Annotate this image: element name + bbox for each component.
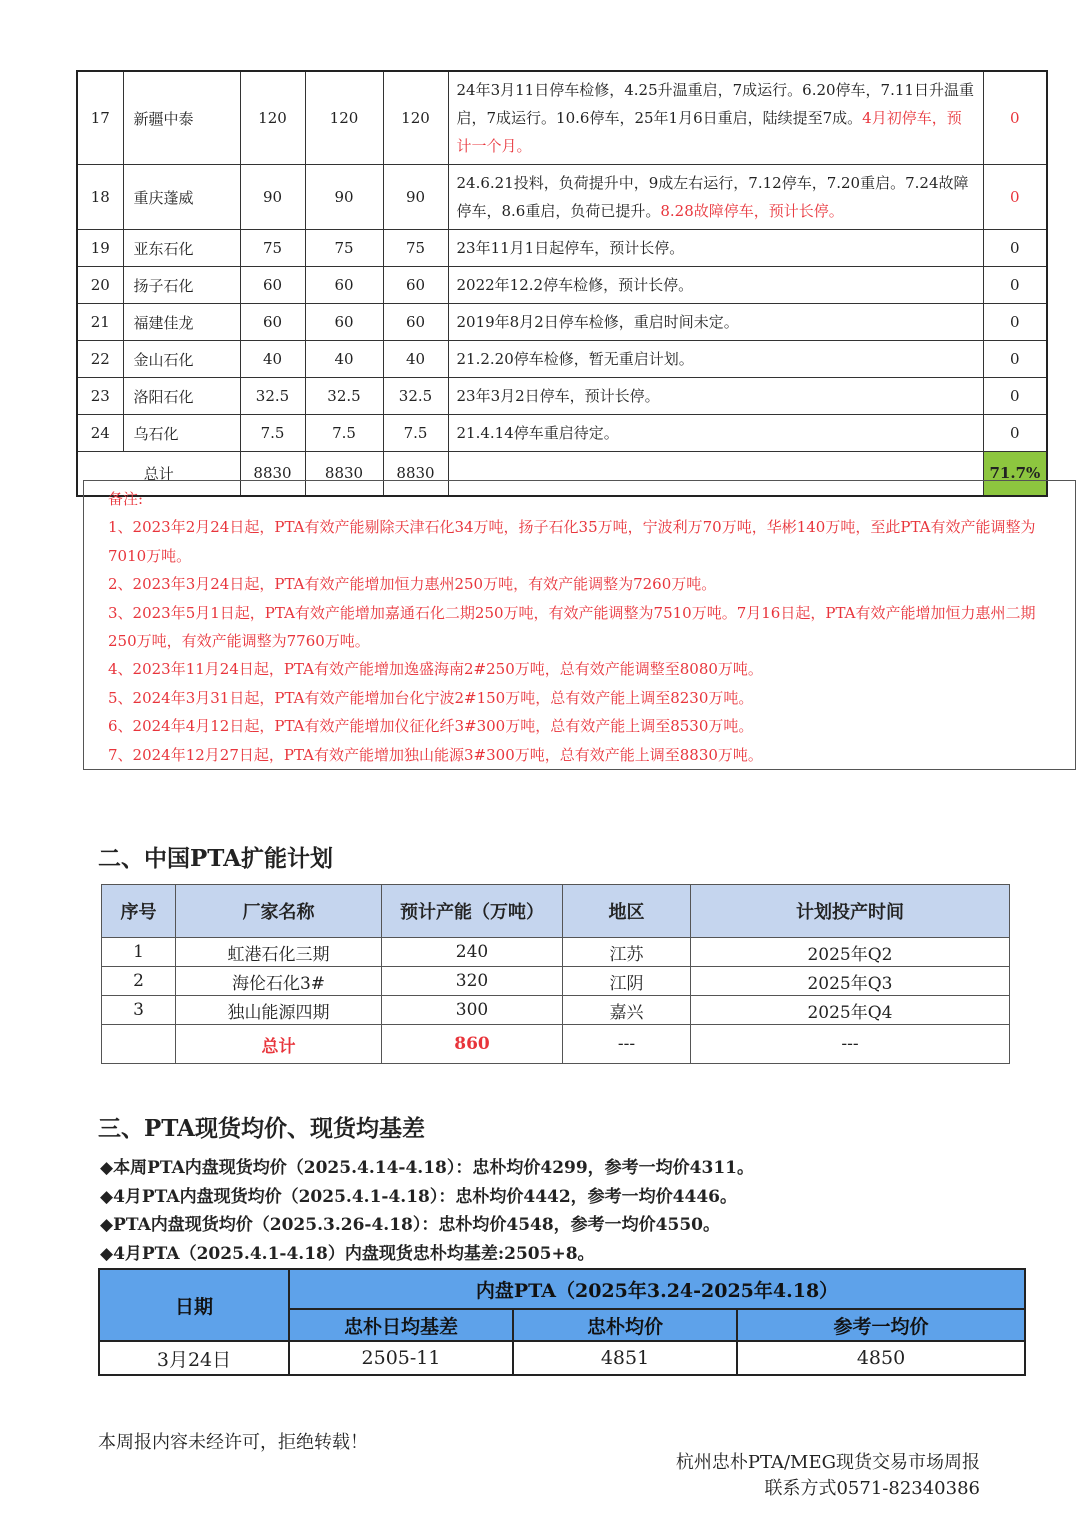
plant-name: 新疆中泰 <box>123 71 240 165</box>
plant-name: 乌石化 <box>123 415 240 452</box>
price-bullet: ◆PTA内盘现货均价（2025.3.26-4.18）：忠朴均价4548，参考一均价4550。 <box>100 1215 720 1235</box>
section3-title: 三、PTA现货均价、现货均基差 <box>98 1115 425 1142</box>
row-region: 嘉兴 <box>563 996 691 1025</box>
expansion-total-no <box>102 1025 176 1064</box>
publisher-name: 杭州忠朴PTA/MEG现货交易市场周报 <box>675 1452 980 1473</box>
row-number: 20 <box>77 267 123 304</box>
price-bullet: ◆4月PTA内盘现货均价（2025.4.1-4.18）：忠朴均价4442，参考一均价4446。 <box>100 1186 737 1207</box>
subheader-basis: 忠朴日均基差 <box>289 1309 513 1341</box>
row-plant: 海伦石化3# <box>176 967 382 996</box>
capacity-2: 40 <box>305 341 383 378</box>
plant-name: 扬子石化 <box>123 267 240 304</box>
subheader-zhongpu-price: 忠朴均价 <box>513 1309 737 1341</box>
capacity-2: 75 <box>305 230 383 267</box>
status-note-text: 2022年12.2停车检修，预计长停。 <box>456 276 694 294</box>
row-plant: 独山能源四期 <box>176 996 382 1025</box>
utilization-rate: 0 <box>983 304 1047 341</box>
basis-price-table <box>98 1268 1026 1376</box>
col-header-region: 地区 <box>563 885 691 938</box>
utilization-rate: 0 <box>983 341 1047 378</box>
row-capacity: 240 <box>382 938 563 967</box>
status-note <box>448 341 983 378</box>
row-time: 2025年Q4 <box>691 996 1010 1025</box>
capacity-2: 60 <box>305 267 383 304</box>
capacity-3: 75 <box>383 230 448 267</box>
status-note-text: 24年3月11日停车检修，4.25升温重启，7成运行。6.20停车，7.11日升温重启，7成运行。10.6停车，25年1月6日重启，陆续提至7成。 <box>456 81 974 127</box>
row-zhongpu-price: 4851 <box>513 1341 737 1375</box>
subheader-ref-price: 参考一均价 <box>737 1309 1025 1341</box>
capacity-1: 32.5 <box>240 378 305 415</box>
capacity-1: 60 <box>240 304 305 341</box>
status-note-text: 23年3月2日停车，预计长停。 <box>456 387 660 405</box>
status-note-text: 21.4.14停车重启待定。 <box>456 424 619 442</box>
capacity-2: 7.5 <box>305 415 383 452</box>
plant-name: 洛阳石化 <box>123 378 240 415</box>
basis-data-row <box>99 1341 1025 1375</box>
col-header-time: 计划投产时间 <box>691 885 1010 938</box>
row-number: 23 <box>77 378 123 415</box>
capacity-row <box>77 415 1047 452</box>
status-note <box>448 378 983 415</box>
capacity-1: 40 <box>240 341 305 378</box>
row-basis: 2505-11 <box>289 1341 513 1375</box>
status-note <box>448 267 983 304</box>
expansion-total-time: --- <box>691 1025 1010 1064</box>
status-note-text: 21.2.20停车检修，暂无重启计划。 <box>456 350 694 368</box>
total-c2: 8830 <box>305 452 383 496</box>
price-summary-list <box>100 1154 754 1268</box>
capacity-status-table <box>76 70 1048 497</box>
plant-name: 福建佳龙 <box>123 304 240 341</box>
status-note <box>448 304 983 341</box>
utilization-rate: 0 <box>983 378 1047 415</box>
row-number: 19 <box>77 230 123 267</box>
row-ref-price: 4850 <box>737 1341 1025 1375</box>
expansion-total-capacity: 860 <box>382 1025 563 1064</box>
status-note-highlight: 8.28故障停车，预计长停。 <box>660 202 844 220</box>
capacity-2: 90 <box>305 165 383 230</box>
capacity-row <box>77 267 1047 304</box>
publisher-footer <box>676 1450 980 1502</box>
total-label: 总计 <box>77 452 240 496</box>
capacity-3: 120 <box>383 71 448 165</box>
price-bullet: ◆4月PTA（2025.4.1-4.18）内盘现货忠朴均基差:2505+8。 <box>100 1243 595 1264</box>
row-time: 2025年Q2 <box>691 938 1010 967</box>
utilization-rate: 0 <box>983 230 1047 267</box>
expansion-total-region: --- <box>563 1025 691 1064</box>
row-number: 17 <box>77 71 123 165</box>
row-plant: 虹港石化三期 <box>176 938 382 967</box>
row-no: 3 <box>102 996 176 1025</box>
capacity-3: 32.5 <box>383 378 448 415</box>
capacity-1: 75 <box>240 230 305 267</box>
utilization-rate: 0 <box>983 165 1047 230</box>
total-c3: 8830 <box>383 452 448 496</box>
plant-name: 亚东石化 <box>123 230 240 267</box>
capacity-3: 60 <box>383 267 448 304</box>
capacity-2: 120 <box>305 71 383 165</box>
capacity-row <box>77 71 1047 165</box>
row-capacity: 320 <box>382 967 563 996</box>
row-region: 江苏 <box>563 938 691 967</box>
capacity-row <box>77 304 1047 341</box>
remark-item: 1、2023年2月24日起，PTA有效产能剔除天津石化34万吨，扬子石化35万吨，宁波利万70万吨，华彬140万吨，至此PTA有效产能调整为7010万吨。 <box>108 518 1036 565</box>
capacity-1: 60 <box>240 267 305 304</box>
utilization-rate: 0 <box>983 415 1047 452</box>
total-rate-cell: 71.7% <box>983 452 1047 496</box>
remarks-box <box>83 480 1076 770</box>
total-c1: 8830 <box>240 452 305 496</box>
status-note-text: 2019年8月2日停车检修，重启时间未定。 <box>456 313 739 331</box>
capacity-3: 40 <box>383 341 448 378</box>
row-no: 1 <box>102 938 176 967</box>
plant-name: 重庆蓬威 <box>123 165 240 230</box>
status-note <box>448 415 983 452</box>
expansion-total-label: 总计 <box>176 1025 382 1064</box>
status-note <box>448 230 983 267</box>
col-header-name: 厂家名称 <box>176 885 382 938</box>
utilization-rate: 0 <box>983 71 1047 165</box>
row-number: 21 <box>77 304 123 341</box>
expansion-row <box>102 938 1010 967</box>
remarks-title: 备注: <box>108 490 144 508</box>
status-note <box>448 71 983 165</box>
status-note-highlight: 4月初停车，预计一个月。 <box>456 109 962 155</box>
capacity-row <box>77 230 1047 267</box>
row-number: 18 <box>77 165 123 230</box>
expansion-row <box>102 996 1010 1025</box>
expansion-row <box>102 967 1010 996</box>
capacity-3: 90 <box>383 165 448 230</box>
price-bullet: ◆本周PTA内盘现货均价（2025.4.14-4.18）：忠朴均价4299，参考一均价4311。 <box>100 1158 754 1178</box>
status-note <box>448 165 983 230</box>
group-header: 内盘PTA（2025年3.24-2025年4.18） <box>289 1269 1025 1309</box>
remark-item: 6、2024年4月12日起，PTA有效产能增加仪征化纤3#300万吨，总有效产能上调至8530万吨。 <box>108 717 754 736</box>
row-number: 22 <box>77 341 123 378</box>
capacity-3: 7.5 <box>383 415 448 452</box>
capacity-1: 90 <box>240 165 305 230</box>
row-no: 2 <box>102 967 176 996</box>
capacity-row <box>77 341 1047 378</box>
capacity-2: 32.5 <box>305 378 383 415</box>
remark-item: 2、2023年3月24日起，PTA有效产能增加恒力惠州250万吨，有效产能调整为7260万吨。 <box>108 575 717 594</box>
row-date: 3月24日 <box>99 1341 289 1375</box>
contact-info: 联系方式0571-82340386 <box>764 1478 980 1499</box>
copyright-notice: 本周报内容未经许可，拒绝转载！ <box>98 1432 368 1453</box>
remarks-list <box>108 513 1063 769</box>
basis-header-row <box>99 1269 1025 1309</box>
capacity-3: 60 <box>383 304 448 341</box>
remark-item: 5、2024年3月31日起，PTA有效产能增加台化宁波2#150万吨，总有效产能上调至8230万吨。 <box>108 688 754 707</box>
capacity-1: 120 <box>240 71 305 165</box>
col-header-capacity: 预计产能（万吨） <box>382 885 563 938</box>
capacity-row <box>77 378 1047 415</box>
capacity-1: 7.5 <box>240 415 305 452</box>
remark-item: 7、2024年12月27日起，PTA有效产能增加独山能源3#300万吨，总有效产能上调至8830万吨。 <box>108 745 763 764</box>
col-header-no: 序号 <box>102 885 176 938</box>
utilization-rate: 0 <box>983 267 1047 304</box>
date-header: 日期 <box>99 1269 289 1341</box>
row-region: 江阴 <box>563 967 691 996</box>
section2-title: 二、中国PTA扩能计划 <box>98 845 333 872</box>
row-number: 24 <box>77 415 123 452</box>
status-note-text: 23年11月1日起停车，预计长停。 <box>456 239 685 257</box>
row-capacity: 300 <box>382 996 563 1025</box>
capacity-row <box>77 165 1047 230</box>
expansion-plan-table <box>101 884 1010 1064</box>
expansion-total-row <box>102 1025 1010 1064</box>
row-time: 2025年Q3 <box>691 967 1010 996</box>
capacity-2: 60 <box>305 304 383 341</box>
plant-name: 金山石化 <box>123 341 240 378</box>
expansion-header-row <box>102 885 1010 938</box>
status-note-text: 24.6.21投料，负荷提升中，9成左右运行，7.12停车，7.20重启。7.24故障停车，8.6重启，负荷已提升。 <box>456 174 969 220</box>
remark-item: 4、2023年11月24日起，PTA有效产能增加逸盛海南2#250万吨，总有效产能调整至8080万吨。 <box>108 660 763 679</box>
remark-item: 3、2023年5月1日起，PTA有效产能增加嘉通石化二期250万吨，有效产能调整为7510万吨。7月16日起，PTA有效产能增加恒力惠州二期250万吨，有效产能调整为7760万吨。 <box>108 603 1036 651</box>
